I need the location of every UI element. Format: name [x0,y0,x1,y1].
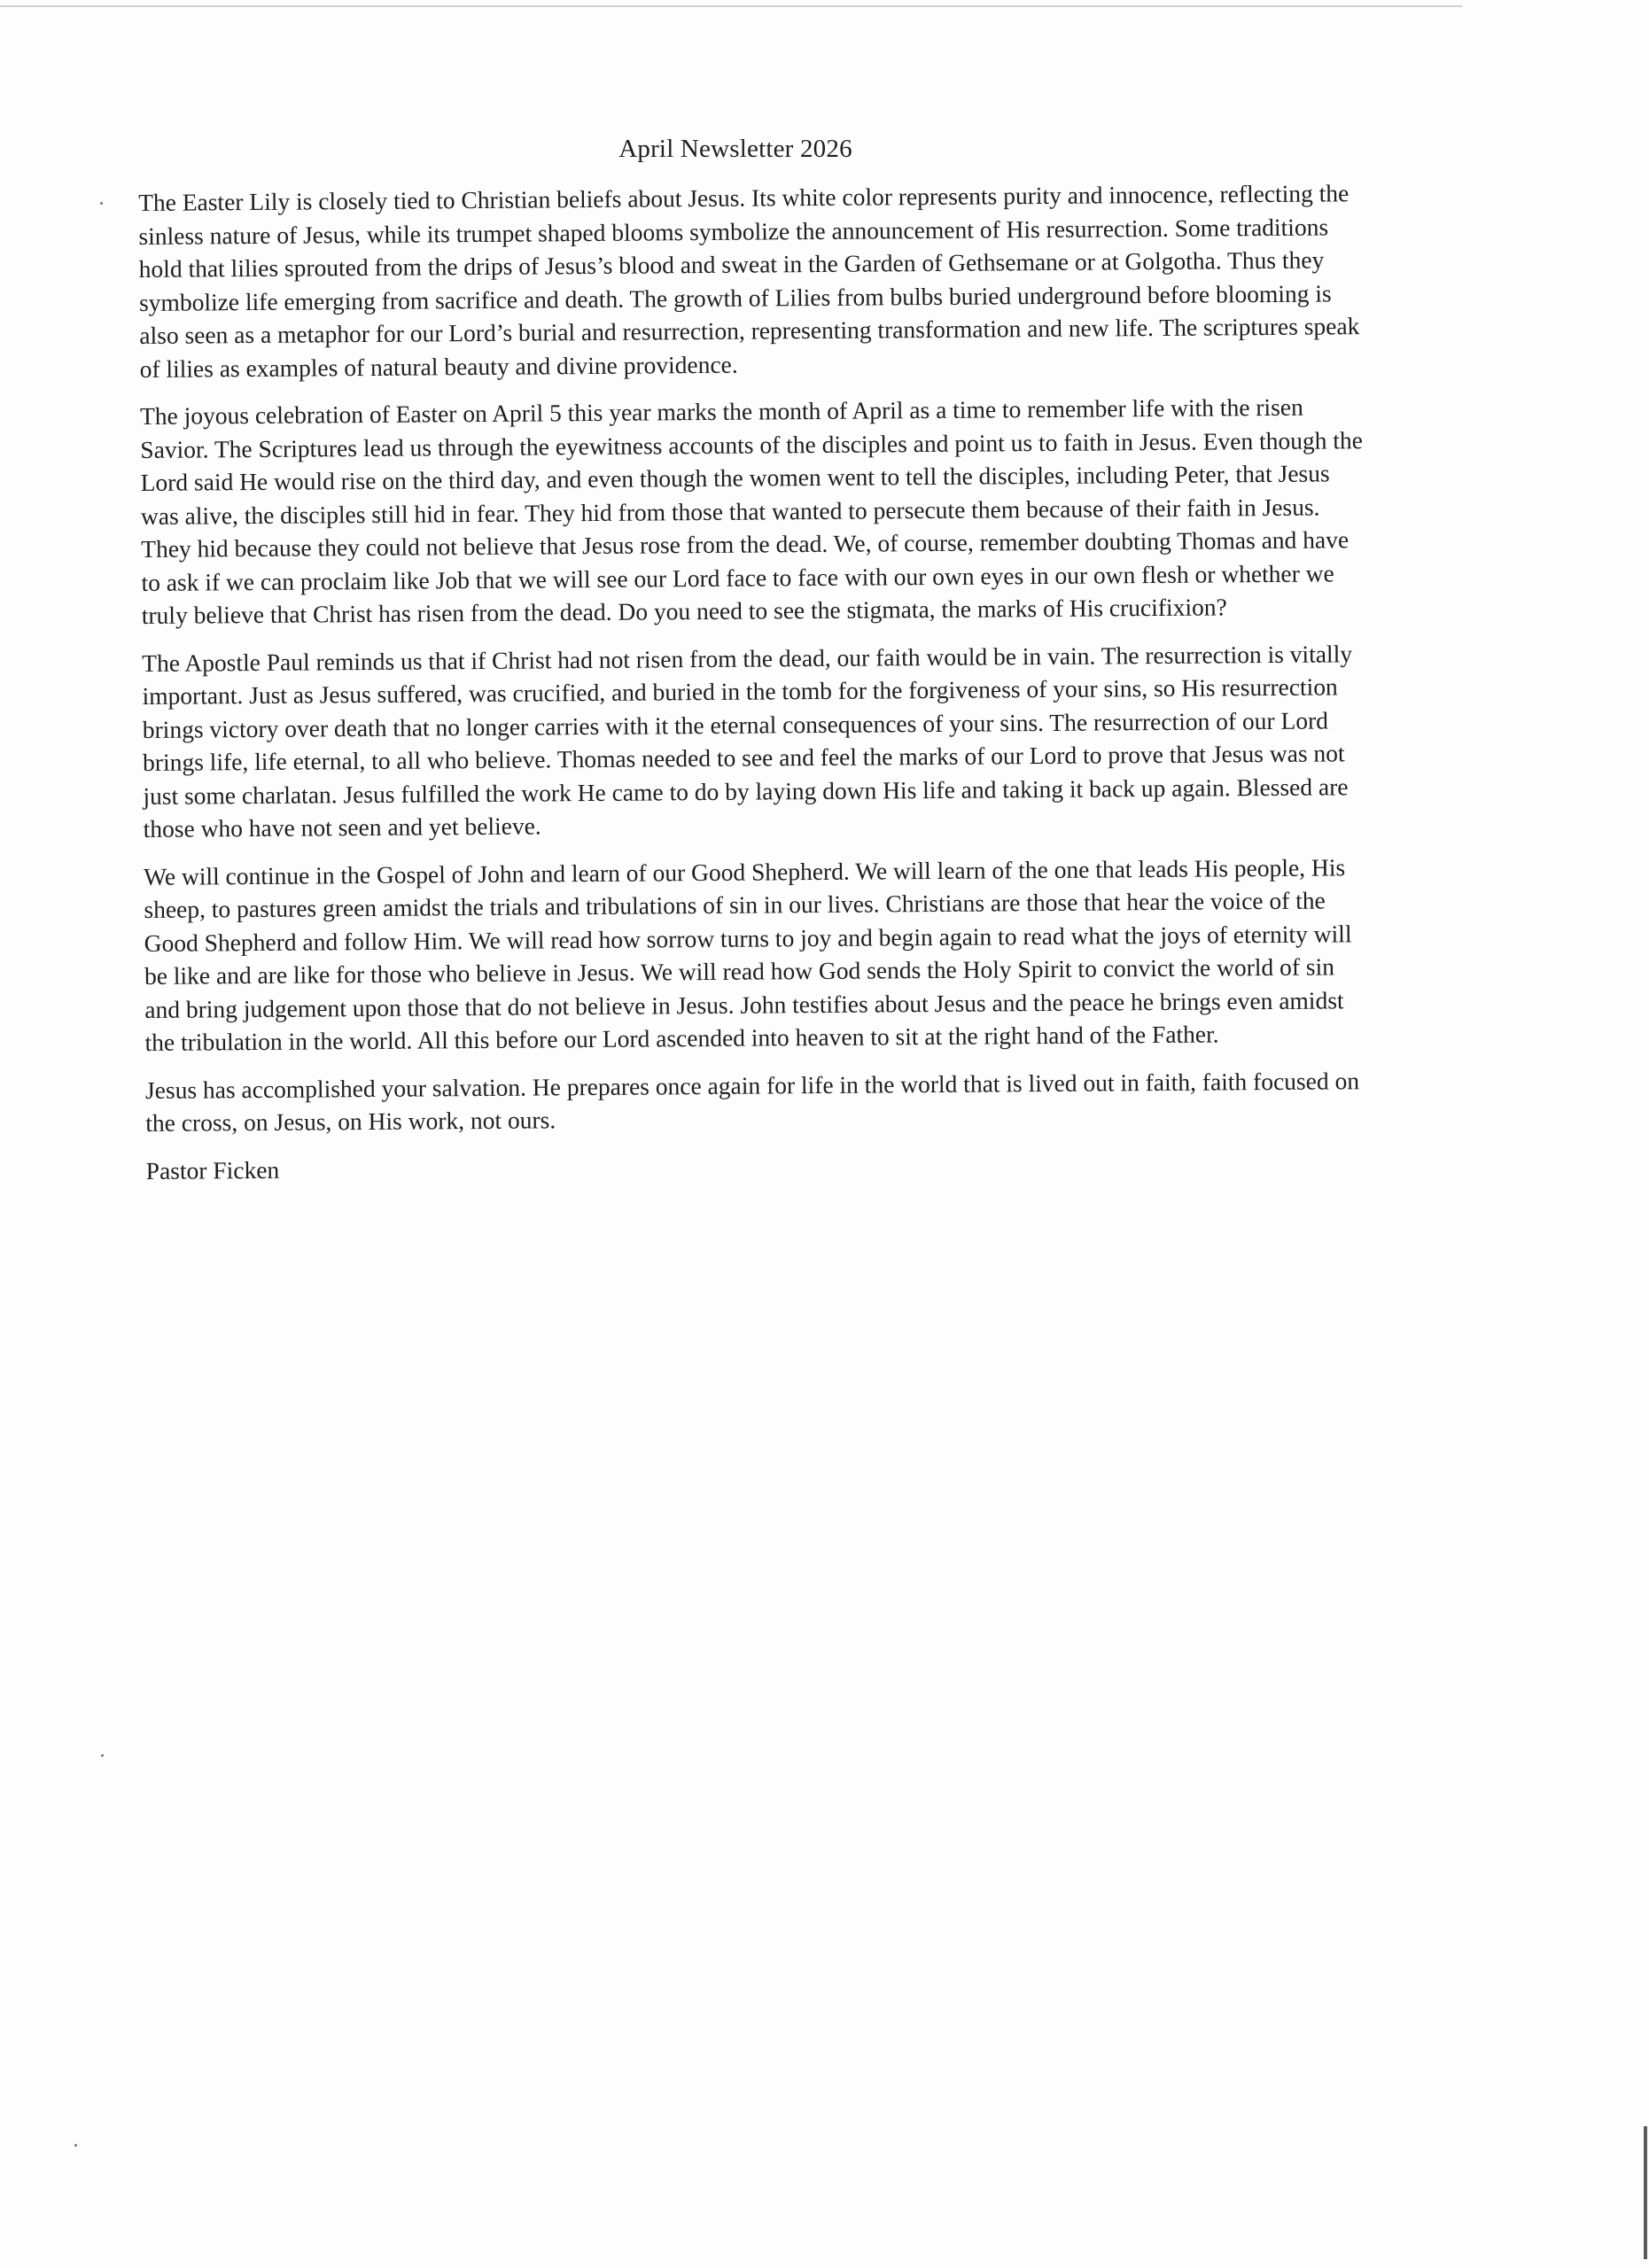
paragraph-easter-lily: The Easter Lily is closely tied to Christian beliefs about Jesus. Its white color represents purity and innocence, reflecting the sinless nature of Jesus, while its trumpet shaped blooms symbolize the announcement of His resurrection. Some traditions hold that lilies sprouted from the drips of Jesus’s blood and sweat in the Garden of Gethsemane or at Golgotha. Thus they symbolize life emerging from sacrifice and death. The growth of Lilies from bulbs buried underground before blooming is also seen as a metaphor for our Lord’s burial and resurrection, representing transformation and new life. The scriptures speak of lilies as examples of natural beauty and divine providence. [138,179,1360,383]
paragraph-resurrection: The Apostle Paul reminds us that if Christ had not risen from the dead, our faith would be in vain. The resurrection is vitally important. Just as Jesus suffered, was crucified, and buried in the tomb for the forgiveness of your sins, so His resurrection brings victory over death that no longer carries with it the eternal consequences of your sins. The resurrection of our Lord brings life, life eternal, to all who believe. Thomas needed to see and feel the marks of our Lord to prove that Jesus was not just some charlatan. Jesus fulfilled the work He came to do by laying down His life and taking it back up again. Blessed are those who have not seen and yet believe. [142,639,1353,843]
signature: Pastor Ficken [145,1155,280,1184]
paragraph-easter-celebration: The joyous celebration of Easter on April 5 this year marks the month of April as a time to remember life with the risen Savior. The Scriptures lead us through the eyewitness accounts of the disciples and point us to faith in Jesus. Even though the Lord said He would rise on the third day, and even though the women went to tell the disciples, including Peter, that Jesus was alive, the disciples still hid in fear. They hid from those that wanted to persecute them because of their faith in Jesus. They hid because they could not believe that Jesus rose from the dead. We, of course, remember doubting Thomas and have to ask if we can proclaim like Job that we will see our Lord face to face with our own eyes in our own flesh or whether we truly believe that Christ has risen from the dead. Do you need to see the stigmata, the marks of His crucifixion? [139,392,1364,629]
newsletter-title: April Newsletter 2026 [618,135,852,163]
paragraph-good-shepherd: We will continue in the Gospel of John and learn of our Good Shepherd. We will learn of the one that leads His people, His sheep, to pastures green amidst the trials and tribulations of sin in our lives. Christians are those that hear the voice of the Good Shepherd and follow Him. We will read how sorrow turns to joy and begin again to read what the joys of eternity will be like and are like for those who believe in Jesus. We will read how God sends the Holy Spirit to convict the world of sin and bring judgement upon those that do not believe in Jesus. John testifies about Jesus and the peace he brings even amidst the tribulation in the world. All this before our Lord ascended into heaven to sit at the right hand of the Father. [143,852,1352,1056]
scan-right-edge [1644,2126,1647,2259]
scan-top-edge [0,5,1462,7]
scan-speck [100,202,103,205]
scan-speck [101,1754,104,1757]
paragraph-salvation: Jesus has accomplished your salvation. He prepares once again for life in the world that is lived out in faith, faith focused on the cross, on Jesus, on His work, not ours. [144,1066,1360,1137]
scan-speck [74,2144,77,2147]
newsletter-body [138,176,1369,1201]
